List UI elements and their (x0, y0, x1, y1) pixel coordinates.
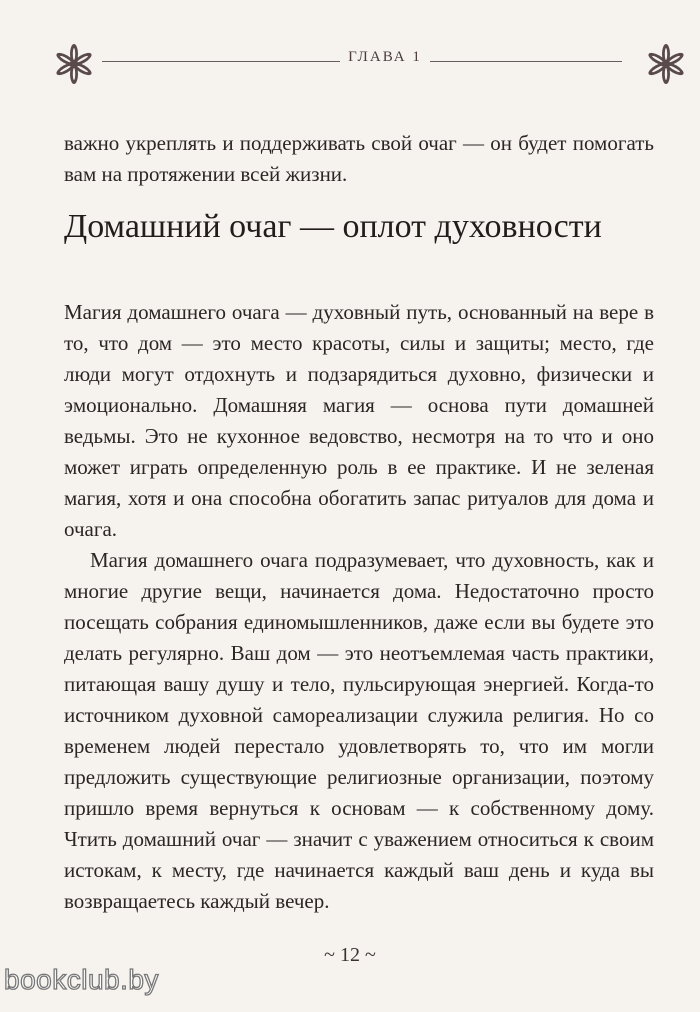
body-paragraph: Магия домашнего очага — духовный путь, основанный на вере в то, что дом — это место красоты, силы и защиты; место, где люди могут отдохнуть и подзарядиться духовно, физически и эмоционально. Домашняя магия — основа пути домашней ведьмы. Это не кухонное ведовство, несмотря на то что и оно может играть определенную роль в ее практике. И не зеленая магия, хотя и она способна обогатить запас ритуалов для дома и очага. (64, 300, 654, 541)
flower-ornament-icon (52, 42, 96, 86)
body-paragraph: Магия домашнего очага подразумевает, что духовность, как и многие другие вещи, начинается дома. Недостаточно просто посещать собрания единомышленников, даже если вы будете это делать регулярно. Ваш дом — это неотъемлемая часть практики, питающая вашу душу и тело, пульсирующая энергией. Когда-то источником духовной самореализации служила религия. Но со временем людей перестало удовлетворять то, что им могли предложить существующие религиозные организации, поэтому пришло время вернуться к основам — к собственному дому. Чтить домашний очаг — значит с уважением относиться к своим истокам, к месту, где начинается каждый ваш день и куда вы возвращаетесь каждый вечер. (64, 548, 654, 913)
header-rule-right (430, 61, 622, 62)
chapter-label: ГЛАВА 1 (348, 49, 422, 65)
header-rule-left (102, 61, 340, 62)
main-text (64, 297, 654, 917)
page-number: ~ 12 ~ (324, 944, 376, 966)
section-heading: Домашний очаг — оплот духовности (64, 208, 602, 245)
lead-text (64, 128, 654, 190)
watermark: bookclub.by (4, 964, 159, 995)
running-header (50, 38, 670, 88)
flower-ornament-icon (644, 42, 688, 86)
lead-paragraph: важно укреплять и поддерживать свой очаг — он будет помогать вам на протяжении всей жизни. (64, 131, 654, 186)
